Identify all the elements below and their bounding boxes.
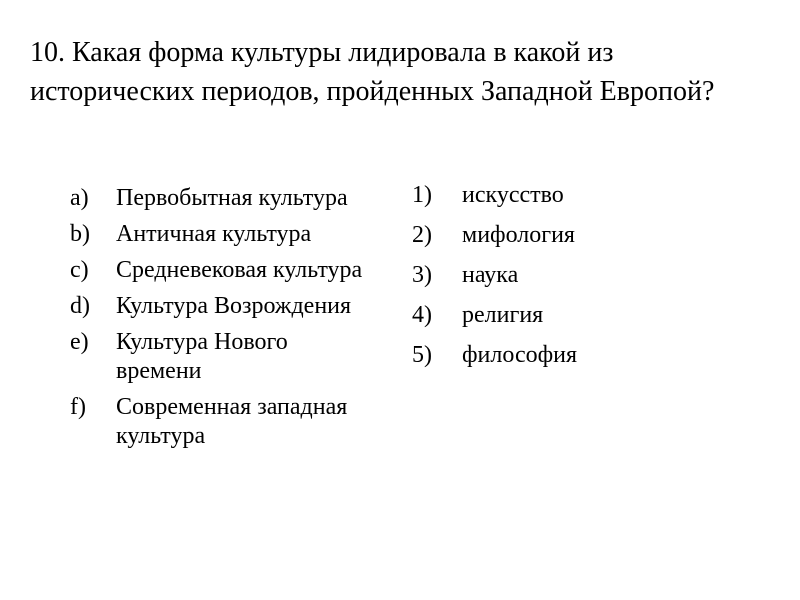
period-label: Первобытная культура	[116, 185, 348, 211]
form-item-1	[412, 181, 712, 210]
period-label: Античная культура	[116, 221, 312, 247]
form-marker: 2)	[412, 222, 432, 248]
period-marker: a)	[70, 185, 89, 211]
form-marker: 4)	[412, 302, 432, 328]
form-item-5	[412, 341, 712, 370]
form-label: наука	[462, 262, 519, 288]
period-item-f	[70, 393, 390, 451]
period-item-b	[70, 220, 390, 249]
period-label: Культура Нового времени	[116, 329, 288, 384]
period-marker: f)	[70, 394, 86, 420]
period-marker: e)	[70, 329, 89, 355]
form-item-3	[412, 261, 712, 290]
period-label: Культура Возрождения	[116, 293, 352, 319]
periods-list	[70, 184, 390, 458]
period-item-a	[70, 184, 390, 213]
period-label: Современная западная культура	[116, 394, 348, 449]
period-item-d	[70, 292, 390, 321]
period-marker: b)	[70, 221, 90, 247]
period-item-e	[70, 328, 390, 386]
form-label: мифология	[462, 222, 575, 248]
question-text: 10. Какая форма культуры лидировала в какой из исторических периодов, пройденных Западной Европой?	[30, 37, 715, 107]
form-marker: 3)	[412, 262, 432, 288]
form-label: философия	[462, 342, 578, 368]
form-item-4	[412, 301, 712, 330]
period-marker: c)	[70, 257, 89, 283]
form-marker: 1)	[412, 182, 432, 208]
forms-list	[412, 181, 712, 381]
form-label: религия	[462, 302, 544, 328]
period-label: Средневековая культура	[116, 257, 363, 283]
period-item-c	[70, 256, 390, 285]
form-item-2	[412, 221, 712, 250]
period-marker: d)	[70, 293, 90, 319]
form-marker: 5)	[412, 342, 432, 368]
form-label: искусство	[462, 182, 564, 208]
